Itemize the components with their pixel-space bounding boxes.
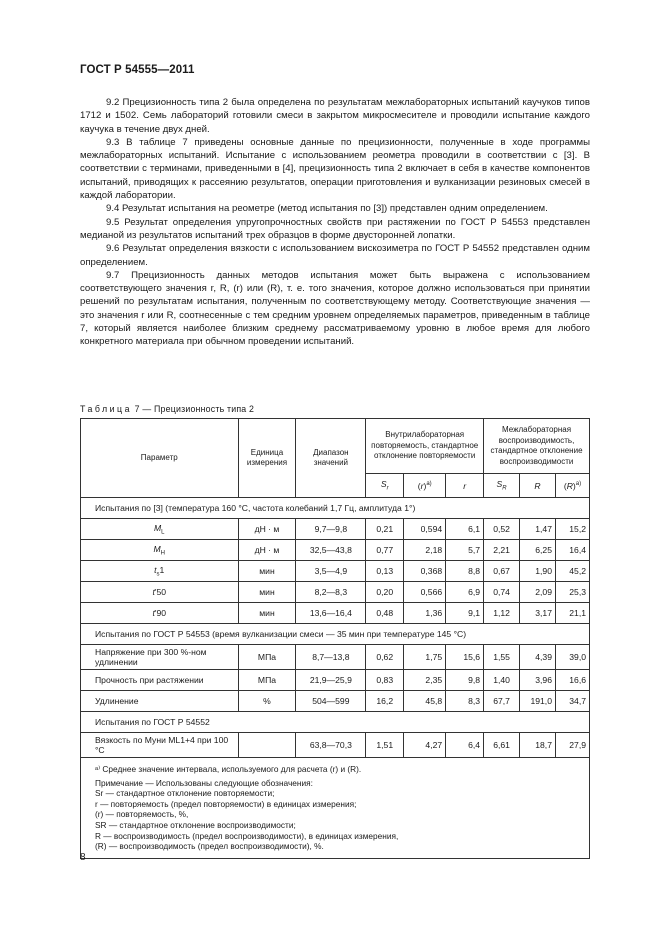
cell-unit: МПа	[238, 670, 296, 691]
table-row	[81, 733, 590, 758]
col-header-sr: $S_r$	[366, 474, 404, 498]
section-title: Испытания по ГОСТ Р 54553 (время вулканизации смеси — 35 мин при температуре 145 °С)	[81, 624, 590, 645]
cell-R-percent: 34,7	[555, 691, 589, 712]
cell-R-percent: 45,2	[555, 561, 589, 582]
cell-unit: дН · м	[238, 519, 296, 540]
document-header: ГОСТ Р 54555—2011	[80, 64, 195, 76]
cell-sr: 0,83	[366, 670, 404, 691]
cell-r: 8,3	[446, 691, 484, 712]
cell-r: 5,7	[446, 540, 484, 561]
body-text	[80, 96, 590, 349]
section-row	[81, 712, 590, 733]
cell-sR: 2,21	[484, 540, 520, 561]
table-notes	[81, 758, 590, 859]
cell-r-percent: 4,27	[404, 733, 446, 758]
cell-range: 32,5—43,8	[296, 540, 366, 561]
cell-r: 9,1	[446, 603, 484, 624]
cell-sr: 0,20	[366, 582, 404, 603]
note-R: R — воспроизводимость (предел воспроизводимости), в единицах измерения,	[95, 830, 399, 841]
paragraph-9-4: 9.4 Результат испытания на реометре (метод испытания по [3]) представлен одним определением.	[106, 203, 548, 215]
cell-r-percent: 0,566	[404, 582, 446, 603]
cell-sr: 1,51	[366, 733, 404, 758]
cell-sR: 1,55	[484, 645, 520, 670]
cell-parameter: t'90	[81, 603, 239, 624]
table-row	[81, 645, 590, 670]
cell-R: 191,0	[520, 691, 556, 712]
table-header-row-1	[81, 419, 590, 474]
cell-sR: 1,12	[484, 603, 520, 624]
table-row	[81, 582, 590, 603]
col-header-unit: Единица измерения	[238, 419, 296, 498]
paragraph-9-7: 9.7 Прецизионность данных методов испытания может быть выражена с использованием соответствующего значения r, R, (r) или (R), т. е. того значения, которое должно использоваться при принятии решений по результатам испытания, полученным по соответствующему методу. Соответствующие значения — это значения r или R, соотнесенные с тем средним уровнем определяемых параметров, приведенным в таблице 7, который является наиболее близким среднему рассматриваемому уровню в любое время для любого конкретного материала при обычном проведении испытаний.	[80, 269, 590, 348]
cell-R-percent: 25,3	[555, 582, 589, 603]
cell-parameter: t'50	[81, 582, 239, 603]
table-caption	[80, 404, 254, 414]
cell-R: 1,90	[520, 561, 556, 582]
cell-r-percent: 2,35	[404, 670, 446, 691]
cell-range: 21,9—25,9	[296, 670, 366, 691]
footnote: ᵃ⁾ Среднее значение интервала, используемого для расчета (r) и (R).	[95, 764, 362, 774]
cell-sr: 0,62	[366, 645, 404, 670]
cell-range: 63,8—70,3	[296, 733, 366, 758]
cell-R: 4,39	[520, 645, 556, 670]
cell-unit: МПа	[238, 645, 296, 670]
cell-r: 15,6	[446, 645, 484, 670]
table-row	[81, 691, 590, 712]
cell-R-percent: 15,2	[555, 519, 589, 540]
paragraph-9-5: 9.5 Результат определения упругопрочностных свойств при растяжении по ГОСТ Р 54553 представлен медианой из результатов испытаний трех образцов в форме двусторонней лопатки.	[80, 216, 590, 241]
cell-parameter: $M_H$	[81, 540, 239, 561]
table-caption-word: Таблица	[80, 404, 132, 414]
cell-sR: 0,52	[484, 519, 520, 540]
cell-sR: 0,67	[484, 561, 520, 582]
section-title: Испытания по [3] (температура 160 °С, частота колебаний 1,7 Гц, амплитуда 1°)	[81, 498, 590, 519]
note-r: r — повторяемость (предел повторяемости) в единицах измерения;	[95, 798, 357, 809]
section-title: Испытания по ГОСТ Р 54552	[81, 712, 590, 733]
cell-R-percent: 16,4	[555, 540, 589, 561]
cell-range: 504—599	[296, 691, 366, 712]
cell-range: 13,6—16,4	[296, 603, 366, 624]
col-header-range: Диапазон значений	[296, 419, 366, 498]
cell-parameter: $t_s1$	[81, 561, 239, 582]
cell-parameter: Вязкость по Муни ML1+4 при 100 °С	[81, 733, 239, 758]
cell-r-percent: 1,75	[404, 645, 446, 670]
paragraph-9-6: 9.6 Результат определения вязкости с использованием вискозиметра по ГОСТ Р 54552 представлен одним определением.	[80, 243, 590, 268]
cell-R: 3,17	[520, 603, 556, 624]
note-R-percent: (R) — воспроизводимость (предел воспроизводимости), %.	[95, 841, 324, 852]
cell-sr: 0,48	[366, 603, 404, 624]
cell-r: 6,9	[446, 582, 484, 603]
paragraph-9-2: 9.2 Прецизионность типа 2 была определена по результатам межлабораторных испытаний каучуков типов 1712 и 1502. Семь лабораторий готовили смеси в закрытом микросмесителе и проводили испытание каждого каучука в течение двух дней.	[80, 97, 590, 135]
cell-r: 8,8	[446, 561, 484, 582]
cell-sR: 0,74	[484, 582, 520, 603]
col-header-between-lab: Межлабораторная воспроизводимость, стандартное отклонение воспроизводимости	[484, 419, 590, 474]
cell-parameter: $M_L$	[81, 519, 239, 540]
table-row	[81, 561, 590, 582]
cell-sr: 16,2	[366, 691, 404, 712]
cell-R-percent: 16,6	[555, 670, 589, 691]
cell-unit: мин	[238, 582, 296, 603]
col-header-r: r	[446, 474, 484, 498]
cell-range: 8,7—13,8	[296, 645, 366, 670]
cell-sr: 0,13	[366, 561, 404, 582]
cell-R-percent: 39,0	[555, 645, 589, 670]
note-sr: Sr — стандартное отклонение повторяемости;	[95, 788, 275, 799]
cell-unit	[238, 733, 296, 758]
cell-r-percent: 0,368	[404, 561, 446, 582]
cell-sR: 67,7	[484, 691, 520, 712]
cell-unit: %	[238, 691, 296, 712]
table-row	[81, 670, 590, 691]
table-row	[81, 540, 590, 561]
note-r-percent: (r) — повторяемость, %,	[95, 809, 189, 820]
cell-R: 18,7	[520, 733, 556, 758]
cell-parameter: Напряжение при 300 %-ном удлинении	[81, 645, 239, 670]
cell-r-percent: 0,594	[404, 519, 446, 540]
page-number: 8	[80, 852, 86, 863]
cell-unit: мин	[238, 603, 296, 624]
cell-r: 9,8	[446, 670, 484, 691]
cell-R: 1,47	[520, 519, 556, 540]
col-header-r-percent: $(r)^{а)}$	[404, 474, 446, 498]
cell-parameter: Удлинение	[81, 691, 239, 712]
cell-unit: мин	[238, 561, 296, 582]
paragraph-9-3: 9.3 В таблице 7 приведены основные данные по прецизионности, полученные в ходе программы межлабораторных испытаний. Испытание с использованием реометра проводили в соответствии с [3]. В соответствии с терминами, приведенными в [4], прецизионность типа 2 включает в себя в качестве компонентов испытаний, приводящих к рассеянию результатов, операции приготовления и вулканизации резиновых смесей в каждой лаборатории.	[80, 136, 590, 202]
cell-sr: 0,21	[366, 519, 404, 540]
cell-sR: 1,40	[484, 670, 520, 691]
cell-unit: дН · м	[238, 540, 296, 561]
cell-r: 6,4	[446, 733, 484, 758]
precision-table	[80, 418, 590, 859]
table-caption-title: 7 — Прецизионность типа 2	[134, 404, 255, 414]
note-heading: Примечание — Использованы следующие обозначения:	[95, 777, 313, 788]
cell-R-percent: 21,1	[555, 603, 589, 624]
col-header-within-lab: Внутрилабораторная повторяемость, стандартное отклонение повторяемости	[366, 419, 484, 474]
cell-parameter: Прочность при растяжении	[81, 670, 239, 691]
note-sR: SR — стандартное отклонение воспроизводимости;	[95, 819, 296, 830]
cell-r-percent: 45,8	[404, 691, 446, 712]
cell-r: 6,1	[446, 519, 484, 540]
col-header-sR: $S_R$	[484, 474, 520, 498]
cell-R: 3,96	[520, 670, 556, 691]
cell-R-percent: 27,9	[555, 733, 589, 758]
cell-r-percent: 1,36	[404, 603, 446, 624]
cell-range: 9,7—9,8	[296, 519, 366, 540]
section-row	[81, 498, 590, 519]
cell-sr: 0,77	[366, 540, 404, 561]
col-header-parameter: Параметр	[81, 419, 239, 498]
cell-range: 3,5—4,9	[296, 561, 366, 582]
section-row	[81, 624, 590, 645]
cell-R: 6,25	[520, 540, 556, 561]
cell-R: 2,09	[520, 582, 556, 603]
cell-r-percent: 2,18	[404, 540, 446, 561]
cell-sR: 6,61	[484, 733, 520, 758]
cell-range: 8,2—8,3	[296, 582, 366, 603]
table-row	[81, 603, 590, 624]
table-row	[81, 519, 590, 540]
col-header-R: R	[520, 474, 556, 498]
notes-row	[81, 758, 590, 859]
col-header-R-percent: $(R)^{а)}$	[555, 474, 589, 498]
